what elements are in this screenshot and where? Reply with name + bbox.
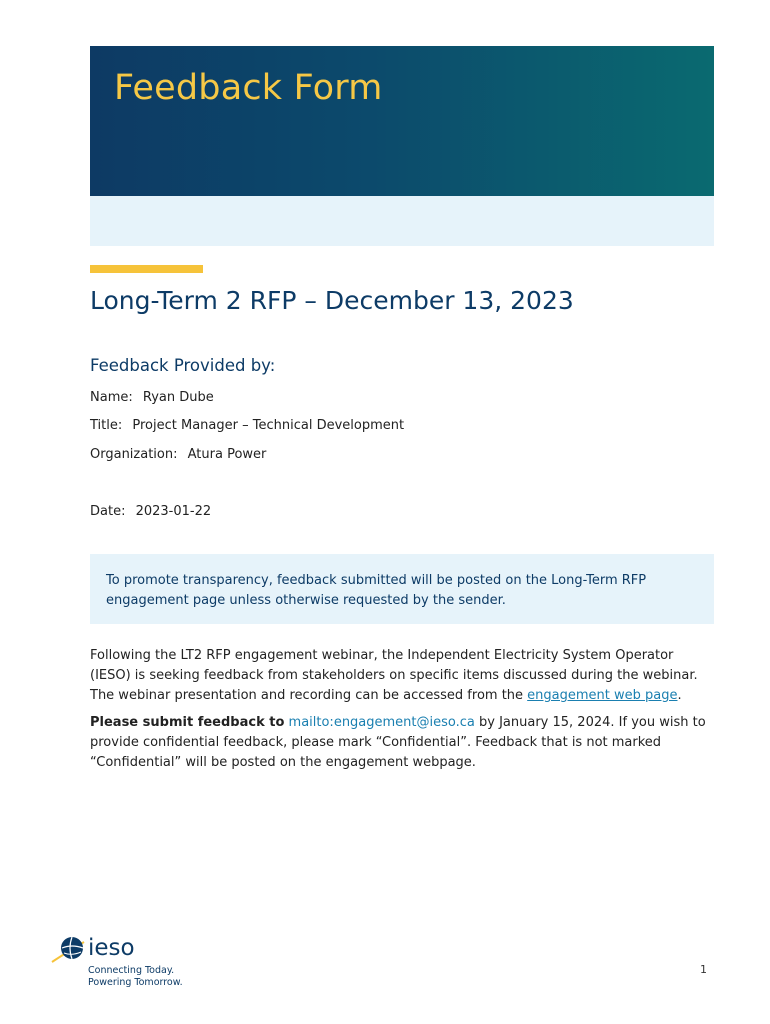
- submit-bold-text: Please submit feedback to: [90, 715, 285, 730]
- header-banner: [90, 46, 714, 196]
- organization-field: [90, 447, 266, 462]
- document-title: Long-Term 2 RFP – December 13, 2023: [90, 286, 574, 315]
- ieso-logo: [50, 932, 183, 992]
- accent-bar: [90, 265, 203, 273]
- name-value: Ryan Dube: [142, 390, 214, 405]
- logo-wordmark: ieso: [88, 935, 135, 961]
- banner-strip: [90, 196, 714, 246]
- page-number: 1: [700, 963, 707, 976]
- date-label: Date:: [90, 504, 126, 519]
- title-label: Title:: [90, 418, 123, 433]
- globe-icon: [50, 932, 90, 972]
- engagement-web-page-link[interactable]: engagement web page: [527, 688, 678, 703]
- intro-text: Following the LT2 RFP engagement webinar, the Independent Electricity System Operator (IESO) is seeking feedback from stakeholders on specific items discussed during the webinar. The webinar presentation and recording can be accessed from the: [90, 648, 698, 703]
- submit-paragraph: [90, 713, 715, 773]
- intro-end: .: [677, 688, 682, 703]
- date-field: [90, 504, 211, 519]
- organization-value: Atura Power: [187, 447, 267, 462]
- name-field: [90, 390, 214, 405]
- banner-title: Feedback Form: [114, 68, 383, 108]
- date-value: 2023-01-22: [135, 504, 212, 519]
- transparency-notice: [90, 554, 714, 624]
- name-label: Name:: [90, 390, 133, 405]
- intro-paragraph: [90, 646, 715, 706]
- feedback-heading: Feedback Provided by:: [90, 356, 276, 375]
- submit-text: by January 15, 2024. If you wish to provide confidential feedback, please mark “Confidential”. Feedback that is not marked “Confidential” will be posted on the engagement webpage.: [90, 715, 706, 770]
- title-value: Project Manager – Technical Development: [132, 418, 405, 433]
- logo-tagline-1: Connecting Today.: [88, 965, 175, 976]
- notice-text: To promote transparency, feedback submitted will be posted on the Long-Term RFP engagement page unless otherwise requested by the sender.: [106, 573, 647, 608]
- email-link[interactable]: mailto:engagement@ieso.ca: [288, 715, 475, 730]
- title-field: [90, 418, 404, 433]
- organization-label: Organization:: [90, 447, 178, 462]
- logo-tagline-2: Powering Tomorrow.: [88, 977, 183, 988]
